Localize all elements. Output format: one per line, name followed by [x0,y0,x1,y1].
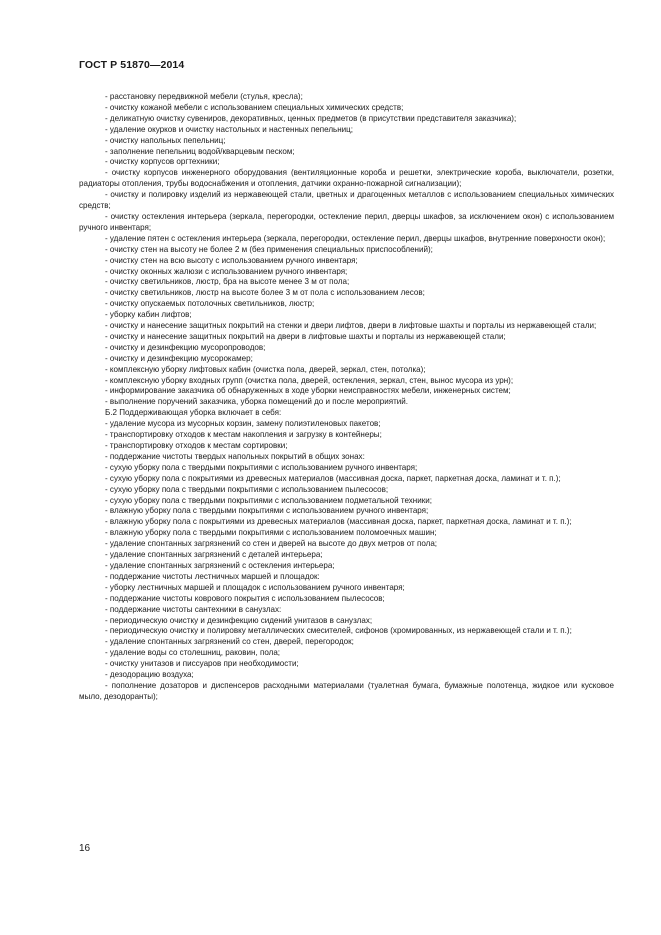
list-item: - удаление воды со столешниц, раковин, пола; [105,648,281,658]
list-item: - удаление пятен с остекления интерьера (зеркала, перегородки, остекление перил, дверцы шкафов, внутренние поверхности окон); [105,233,606,243]
list-item: - очистку остекления интерьера (зеркала, перегородки, остекление перил, дверцы шкафов, за исключением окон) с использованием ручного инвентаря; [79,211,614,232]
list-item: - очистку стен на высоту не более 2 м (без применения специальных приспособлений); [105,244,433,254]
list-item: - очистку светильников, люстр, бра на высоте менее 3 м от пола; [105,277,350,287]
list-item: - деликатную очистку сувениров, декоративных, ценных предметов (в присутствии представителя заказчика); [105,113,517,123]
list-item: - очистку корпусов инженерного оборудования (вентиляционные короба и решетки, электрические короба, выключатели, розетки, радиаторы отопления, трубы водоснабжения и отопления, датчики охранно-пожарной сигнализации); [79,168,614,189]
list-item: - очистку и дезинфекцию мусоропроводов; [105,342,266,352]
list-item: - комплексную уборку входных групп (очистка пола, дверей, остекления, зеркал, стен, вынос мусора из урн); [105,375,514,385]
list-item: - очистку корпусов оргтехники; [105,157,220,167]
list-item: - поддержание чистоты твердых напольных покрытий в общих зонах: [105,451,365,461]
list-item: - удаление мусора из мусорных корзин, замену полиэтиленовых пакетов; [105,419,381,429]
list-item: - удаление спонтанных загрязнений с деталей интерьера; [105,550,323,560]
list-item: - очистку оконных жалюзи с использованием ручного инвентаря; [105,266,348,276]
list-item: - транспортировку отходов к местам накопления и загрузку в контейнеры; [105,430,382,440]
list-item: - уборку кабин лифтов; [105,310,192,320]
list-item: - сухую уборку пола с твердыми покрытиями с использованием пылесосов; [105,484,389,494]
list-item: - транспортировку отходов к местам сортировки; [105,441,288,450]
list-item: - сухую уборку пола с покрытиями из древесных материалов (массивная доска, паркет, паркетная доска, ламинат и т. п.); [105,473,561,483]
section-heading: Б.2 Поддерживающая уборка включает в себя: [105,408,282,418]
list-item: - очистку светильников, люстр на высоте более 3 м от пола с использованием лесов; [105,288,425,298]
list-item: - очистку опускаемых потолочных светильников, люстр; [105,299,315,309]
page-number: 16 [79,843,91,854]
list-item: - уборку лестничных маршей и площадок с использованием ручного инвентаря; [105,582,405,592]
list-item: - информирование заказчика об обнаруженных в ходе уборки неисправностях мебели, инженерных систем; [105,386,511,396]
list-item: - очистку и полировку изделий из нержавеющей стали, цветных и драгоценных металлов с использованием специальных химических средств; [79,190,614,211]
list-item: - очистку стен на всю высоту с использованием ручного инвентаря; [105,255,358,265]
list-item: - пополнение дозаторов и диспенсеров расходными материалами (туалетная бумага, бумажные полотенца, жидкое или кусковое мыло, дезодоранты); [79,680,614,701]
list-item: - влажную уборку пола с твердыми покрытиями с использованием ручного инвентаря; [105,506,429,516]
list-item: - очистку кожаной мебели с использованием специальных химических средств; [105,102,404,112]
list-item: - удаление спонтанных загрязнений со стен и дверей на высоте до двух метров от пола; [105,539,438,549]
list-item: - дезодорацию воздуха; [105,670,194,680]
list-item: - периодическую очистку и полировку металлических смесителей, сифонов (хромированных, из нержавеющей стали и т. п.); [105,626,572,636]
list-item: - очистку напольных пепельниц; [105,135,226,145]
list-item: - заполнение пепельниц водой/кварцевым песком; [105,146,295,156]
list-item: - сухую уборку пола с твердыми покрытиями с использованием ручного инвентаря; [105,462,418,472]
list-item: - очистку унитазов и писсуаров при необходимости; [105,659,299,669]
list-item: - влажную уборку пола с твердыми покрытиями с использованием поломоечных машин; [105,528,437,538]
list-item: - расстановку передвижной мебели (стулья, кресла); [105,92,303,101]
list-item: - поддержание чистоты сантехники в санузлах: [105,604,282,614]
document-header: ГОСТ Р 51870—2014 [79,59,185,71]
list-item: - удаление окурков и очистку настольных и настенных пепельниц; [105,124,354,134]
list-item: - поддержание чистоты коврового покрытия с использованием пылесосов; [105,593,385,603]
list-item: - удаление спонтанных загрязнений с остекления интерьера; [105,560,335,570]
list-item: - выполнение поручений заказчика, уборка помещений до и после мероприятий. [105,397,409,407]
list-item: - сухую уборку пола с твердыми покрытиями с использованием подметальной техники; [105,495,432,505]
list-item: - комплексную уборку лифтовых кабин (очистка пола, дверей, зеркал, стен, потолка); [105,364,426,374]
list-item: - поддержание чистоты лестничных маршей и площадок: [105,571,320,581]
list-item: - очистку и нанесение защитных покрытий на стенки и двери лифтов, двери в лифтовые шахты и порталы из нержавеющей стали; [105,321,597,331]
list-item: - влажную уборку пола с покрытиями из древесных материалов (массивная доска, паркет, паркетная доска, ламинат и т. п.); [105,517,572,527]
list-item: - очистку и дезинфекцию мусорокамер; [105,353,253,363]
list-item: - очистку и нанесение защитных покрытий на двери в лифтовые шахты и порталы из нержавеющей стали; [105,331,506,341]
list-item: - периодическую очистку и дезинфекцию сидений унитазов в санузлах; [105,615,373,625]
list-item: - удаление спонтанных загрязнений со стен, дверей, перегородок; [105,637,354,647]
document-body [79,92,614,703]
